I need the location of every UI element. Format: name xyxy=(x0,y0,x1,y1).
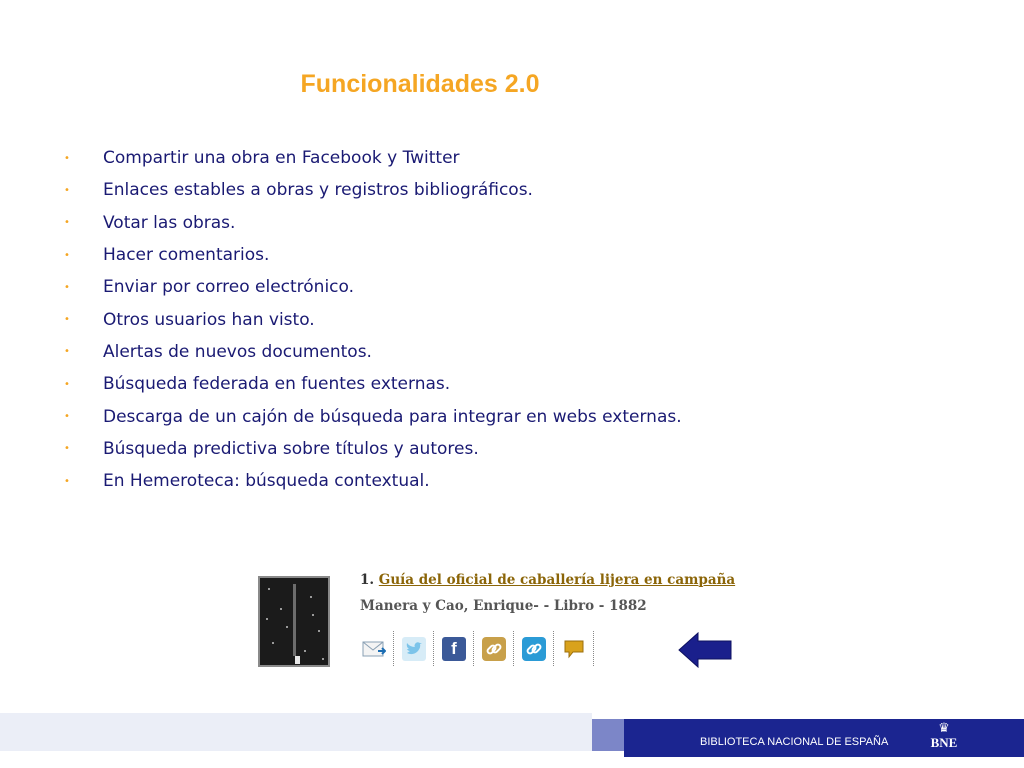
list-item xyxy=(64,142,682,174)
list-item xyxy=(64,336,682,368)
list-item xyxy=(64,368,682,400)
bullet-icon: • xyxy=(64,184,70,196)
list-item-text: Otros usuarios han visto. xyxy=(103,309,315,330)
list-item xyxy=(64,239,682,271)
result-metadata: Manera y Cao, Enrique- - Libro - 1882 xyxy=(360,598,647,614)
result-title-link[interactable]: Guía del oficial de caballería lijera en campaña xyxy=(378,572,736,588)
list-item xyxy=(64,400,682,432)
arrow-left-icon xyxy=(678,632,732,668)
bullet-icon: • xyxy=(64,346,70,358)
bullet-icon: • xyxy=(64,475,70,487)
list-item-text: Enviar por correo electrónico. xyxy=(103,277,355,298)
list-item-text: Hacer comentarios. xyxy=(103,245,270,266)
footer-institution: BIBLIOTECA NACIONAL DE ESPAÑA xyxy=(700,736,889,748)
bullet-icon: • xyxy=(64,314,70,326)
share-toolbar xyxy=(358,630,598,667)
bullet-icon: • xyxy=(64,152,70,164)
twitter-icon[interactable] xyxy=(402,637,426,661)
list-item-text: Búsqueda federada en fuentes externas. xyxy=(103,374,451,395)
bullet-icon: • xyxy=(64,217,70,229)
list-item-text: Búsqueda predictiva sobre títulos y autores. xyxy=(103,438,479,459)
list-item-text: Alertas de nuevos documentos. xyxy=(103,341,372,362)
result-number: 1. xyxy=(360,572,375,588)
list-item-text: En Hemeroteca: búsqueda contextual. xyxy=(103,471,430,492)
list-item xyxy=(64,433,682,465)
bullet-icon: • xyxy=(64,378,70,390)
result-title-row xyxy=(360,572,735,588)
footer-band xyxy=(0,713,592,751)
bullet-icon: • xyxy=(64,281,70,293)
list-item-text: Compartir una obra en Facebook y Twitter xyxy=(103,148,460,169)
search-result xyxy=(360,572,735,614)
book-spine xyxy=(293,584,296,656)
comment-icon[interactable] xyxy=(562,637,586,661)
facebook-icon[interactable]: f xyxy=(442,637,466,661)
book-label xyxy=(295,656,300,664)
list-item-text: Descarga de un cajón de búsqueda para integrar en webs externas. xyxy=(103,406,682,427)
permalink-icon[interactable] xyxy=(482,637,506,661)
list-item-text: Enlaces estables a obras y registros bibliográficos. xyxy=(103,180,533,201)
slide-title: Funcionalidades 2.0 xyxy=(300,70,540,98)
bullet-icon: • xyxy=(64,411,70,423)
list-item xyxy=(64,465,682,497)
email-icon[interactable] xyxy=(362,637,386,661)
bullet-icon: • xyxy=(64,443,70,455)
book-thumbnail[interactable] xyxy=(258,576,330,667)
footer-accent xyxy=(592,719,624,751)
logo-text: BNE xyxy=(930,735,958,750)
list-item xyxy=(64,207,682,239)
link-icon[interactable] xyxy=(522,637,546,661)
list-item xyxy=(64,271,682,303)
list-item xyxy=(64,174,682,206)
list-item xyxy=(64,303,682,335)
crown-icon: ♛ xyxy=(938,721,950,736)
feature-list xyxy=(64,142,682,497)
list-item-text: Votar las obras. xyxy=(103,212,236,233)
bullet-icon: • xyxy=(64,249,70,261)
bne-logo xyxy=(927,723,961,753)
